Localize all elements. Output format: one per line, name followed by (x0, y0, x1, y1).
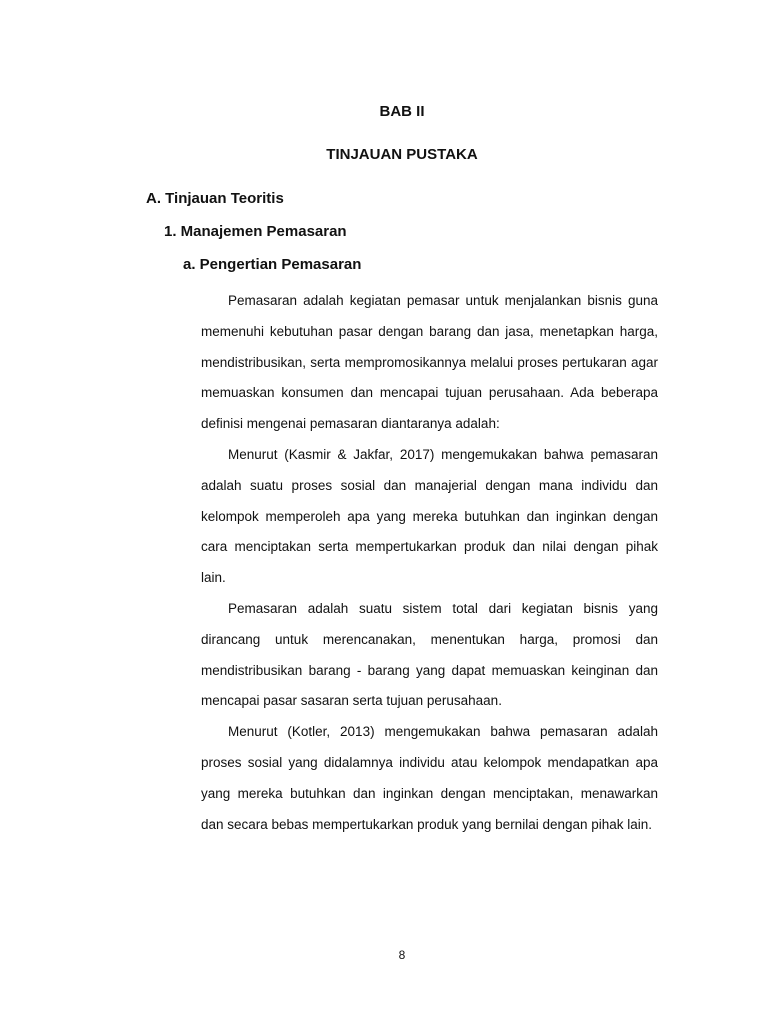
chapter-number: BAB II (379, 103, 425, 120)
paragraph-total-system: Pemasaran adalah suatu sistem total dari kegiatan bisnis yang dirancang untuk merencanakan, menentukan harga, promosi dan mendistribusikan barang - barang yang dapat memuaskan keinginan dan mencapai pasar sasaran serta tujuan perusahaan. (201, 600, 658, 709)
subsubsection-heading: a. Pengertian Pemasaran (183, 256, 362, 273)
subsection-heading: 1. Manajemen Pemasaran (164, 223, 347, 240)
body-text (201, 286, 658, 840)
section-heading: A. Tinjauan Teoritis (146, 190, 284, 207)
chapter-title: TINJAUAN PUSTAKA (326, 146, 478, 163)
paragraph-kasmir-jakfar: Menurut (Kasmir & Jakfar, 2017) mengemukakan bahwa pemasaran adalah suatu proses sosial dan manajerial dengan mana individu dan kelompok memperoleh apa yang mereka butuhkan dan inginkan dengan cara menciptakan serta mempertukarkan produk dan nilai dengan pihak lain. (201, 446, 658, 586)
paragraph-definition-intro: Pemasaran adalah kegiatan pemasar untuk menjalankan bisnis guna memenuhi kebutuhan pasar dengan barang dan jasa, menetapkan harga, mendistribusikan, serta mempromosikannya melalui proses pertukaran agar memuaskan konsumen dan mencapai tujuan perusahaan. Ada beberapa definisi mengenai pemasaran diantaranya adalah: (201, 293, 658, 432)
paragraph-kotler: Menurut (Kotler, 2013) mengemukakan bahwa pemasaran adalah proses sosial yang didalamnya individu atau kelompok mendapatkan apa yang mereka butuhkan dan inginkan dengan menciptakan, menawarkan dan secara bebas mempertukarkan produk yang bernilai dengan pihak lain. (201, 724, 658, 832)
page-number: 8 (398, 948, 406, 962)
